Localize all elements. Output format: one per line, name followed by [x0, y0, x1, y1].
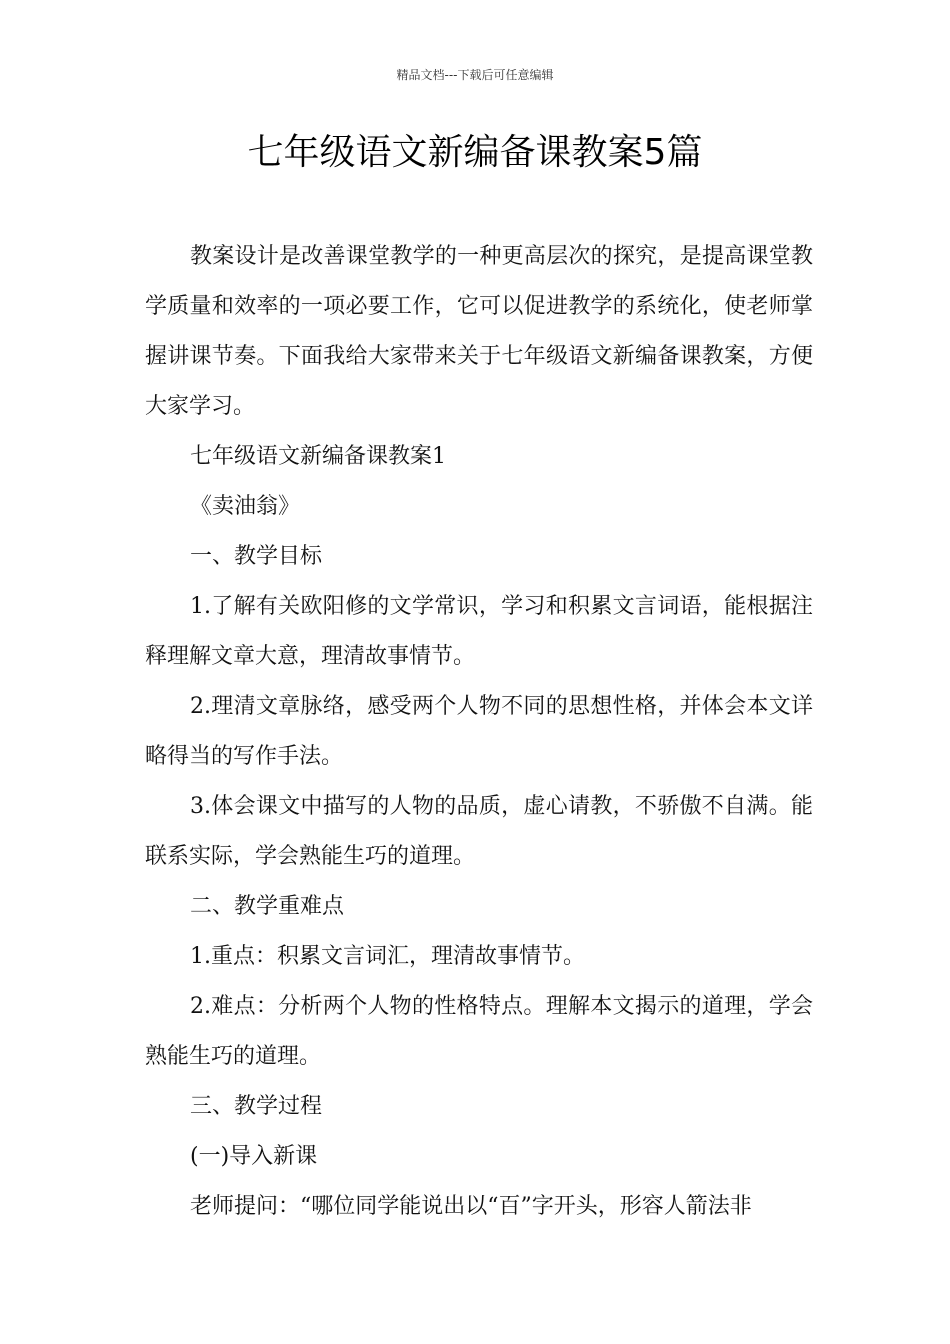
section-heading-lesson-1: 七年级语文新编备课教案1 [190, 444, 446, 469]
heading-key-points: 二、教学重难点 [190, 894, 345, 919]
goal-item-3: 3.体会课文中描写的人物的品质，虚心请教，不骄傲不自满。能联系实际，学会熟能生巧的道理。 [145, 794, 813, 869]
subheading-introduction: (一)导入新课 [190, 1144, 318, 1169]
intro-paragraph: 教案设计是改善课堂教学的一种更高层次的探究，是提高课堂教学质量和效率的一项必要工作，它可以促进教学的系统化，使老师掌握讲课节奏。下面我给大家带来关于七年级语文新编备课教案，方便大家学习。 [145, 244, 813, 419]
header-note: 精品文档---下载后可任意编辑 [396, 68, 554, 82]
key-point-item-1: 1.重点：积累文言词汇，理清故事情节。 [190, 944, 585, 969]
document-body [145, 232, 813, 1232]
goal-item-1: 1.了解有关欧阳修的文学常识，学习和积累文言词语，能根据注释理解文章大意，理清故事情节。 [145, 594, 813, 669]
heading-teaching-goals: 一、教学目标 [190, 544, 323, 569]
goal-item-2: 2.理清文章脉络，感受两个人物不同的思想性格，并体会本文详略得当的写作手法。 [145, 694, 813, 769]
document-title: 七年级语文新编备课教案5篇 [247, 132, 703, 173]
lesson-title: 《卖油翁》 [190, 494, 301, 519]
heading-teaching-process: 三、教学过程 [190, 1094, 323, 1119]
teacher-question-paragraph: 老师提问：“哪位同学能说出以“百”字开头，形容人箭法非 [190, 1194, 752, 1219]
key-point-item-2: 2.难点：分析两个人物的性格特点。理解本文揭示的道理，学会熟能生巧的道理。 [145, 994, 813, 1069]
